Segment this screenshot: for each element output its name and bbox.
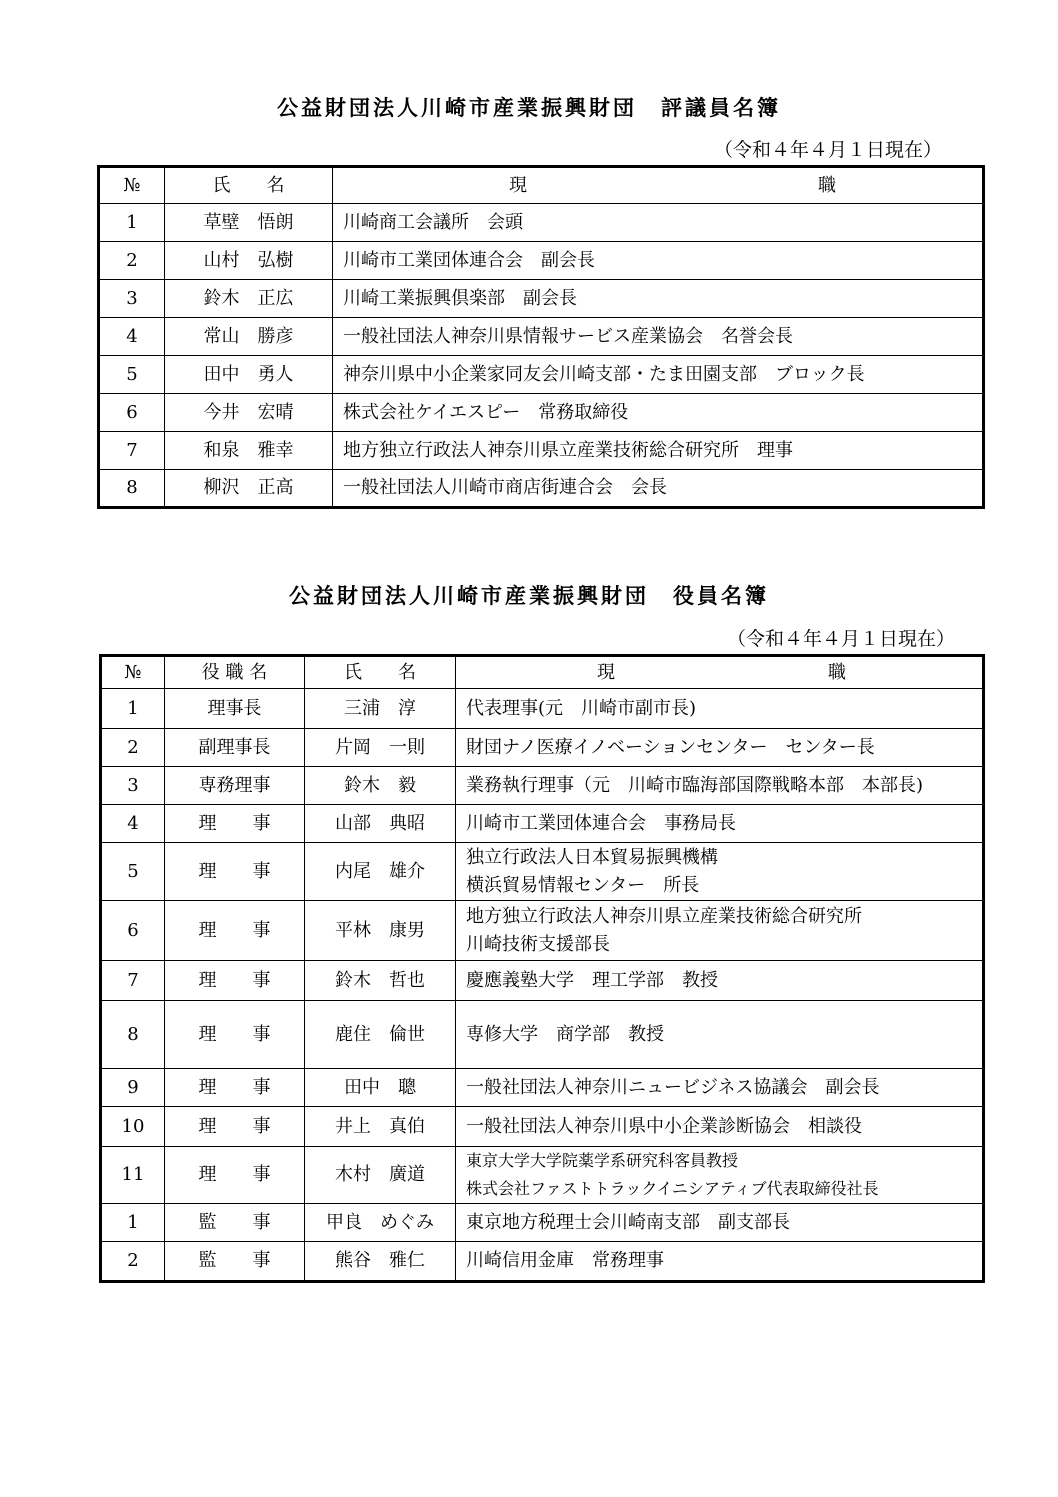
council-row (99, 470, 984, 508)
officer-name: 内尾 雄介 (305, 843, 456, 901)
header-name: 氏 名 (305, 656, 456, 689)
row-no: 2 (101, 729, 165, 767)
officer-position (456, 1204, 984, 1242)
officer-row (101, 1147, 984, 1204)
row-no: 9 (101, 1069, 165, 1107)
officer-role: 理 事 (165, 1107, 305, 1147)
officer-name: 甲良 めぐみ (305, 1204, 456, 1242)
officer-name: 田中 聰 (305, 1069, 456, 1107)
officer-role: 監 事 (165, 1204, 305, 1242)
officer-role: 理 事 (165, 1069, 305, 1107)
council-row (99, 394, 984, 432)
officer-role: 理 事 (165, 1001, 305, 1069)
member-name: 常山 勝彦 (165, 318, 333, 356)
officer-role: 監 事 (165, 1242, 305, 1282)
row-no: 4 (99, 318, 165, 356)
officer-position (456, 1242, 984, 1282)
officer-position-line: 慶應義塾大学 理工学部 教授 (466, 969, 718, 991)
officer-position-line: 一般社団法人神奈川ニュービジネス協議会 副会長 (466, 1076, 880, 1098)
header-position: 現 職 (456, 656, 984, 689)
officer-role: 理 事 (165, 843, 305, 901)
officer-position-line: 地方独立行政法人神奈川県立産業技術総合研究所 (466, 905, 862, 927)
header-name: 氏 名 (165, 167, 333, 204)
officer-position-line: 専修大学 商学部 教授 (466, 1023, 664, 1045)
officer-row (101, 689, 984, 729)
header-no: № (101, 656, 165, 689)
council-row (99, 318, 984, 356)
officer-row (101, 729, 984, 767)
officer-position-line: 川崎技術支援部長 (466, 933, 610, 955)
row-no: 7 (99, 432, 165, 470)
header-role: 役 職 名 (165, 656, 305, 689)
officer-row (101, 1242, 984, 1282)
row-no: 8 (99, 470, 165, 508)
council-row (99, 432, 984, 470)
officer-position (456, 843, 984, 901)
member-name: 柳沢 正高 (165, 470, 333, 508)
council-row (99, 242, 984, 280)
officer-name: 鈴木 哲也 (305, 961, 456, 1001)
member-name: 今井 宏晴 (165, 394, 333, 432)
member-name: 山村 弘樹 (165, 242, 333, 280)
officer-position-line: 東京地方税理士会川崎南支部 副支部長 (466, 1211, 790, 1233)
row-no: 6 (101, 901, 165, 961)
row-no: 2 (101, 1242, 165, 1282)
officer-position-line: 一般社団法人神奈川県中小企業診断協会 相談役 (466, 1115, 862, 1137)
council-title: 公益財団法人川崎市産業振興財団 評議員名簿 (277, 96, 781, 120)
officer-role: 専務理事 (165, 767, 305, 805)
officer-position (456, 1147, 984, 1204)
officer-row (101, 1069, 984, 1107)
row-no: 8 (101, 1001, 165, 1069)
row-no: 5 (99, 356, 165, 394)
officer-position (456, 729, 984, 767)
member-name: 鈴木 正広 (165, 280, 333, 318)
officer-name: 平林 康男 (305, 901, 456, 961)
row-no: 7 (101, 961, 165, 1001)
officer-row (101, 805, 984, 843)
council-row (99, 204, 984, 242)
member-position: 株式会社ケイエスピー 常務取締役 (333, 394, 984, 432)
row-no: 10 (101, 1107, 165, 1147)
header-position: 現 職 (333, 167, 984, 204)
officers-header-row (101, 656, 984, 689)
officer-name: 片岡 一則 (305, 729, 456, 767)
member-name: 和泉 雅幸 (165, 432, 333, 470)
officer-row (101, 767, 984, 805)
officer-position (456, 961, 984, 1001)
council-row (99, 280, 984, 318)
officer-role: 理 事 (165, 901, 305, 961)
officer-row (101, 1204, 984, 1242)
member-position: 一般社団法人神奈川県情報サービス産業協会 名誉会長 (333, 318, 984, 356)
officer-position-line: 東京大学大学院薬学系研究科客員教授 (466, 1151, 739, 1170)
council-as-of-date: （令和４年４月１日現在） (714, 139, 943, 161)
officer-position-line: 川崎信用金庫 常務理事 (466, 1250, 664, 1271)
officer-name: 井上 真伯 (305, 1107, 456, 1147)
officer-position (456, 1001, 984, 1069)
officer-name: 山部 典昭 (305, 805, 456, 843)
row-no: 11 (101, 1147, 165, 1204)
officer-position-line: 川崎市工業団体連合会 事務局長 (466, 812, 736, 834)
officer-role: 副理事長 (165, 729, 305, 767)
row-no: 1 (101, 1204, 165, 1242)
officer-position-line: 代表理事(元 川崎市副市長) (466, 697, 697, 719)
officer-position-line: 財団ナノ医療イノベーションセンター センター長 (466, 736, 875, 758)
officer-position-line: 独立行政法人日本貿易振興機構 (466, 846, 718, 868)
council-row (99, 356, 984, 394)
officer-name: 熊谷 雅仁 (305, 1242, 456, 1282)
row-no: 4 (101, 805, 165, 843)
officer-name: 木村 廣道 (305, 1147, 456, 1204)
header-no: № (99, 167, 165, 204)
officers-as-of-date: （令和４年４月１日現在） (727, 628, 956, 650)
row-no: 2 (99, 242, 165, 280)
officer-role: 理 事 (165, 961, 305, 1001)
council-table (97, 165, 985, 509)
officer-role: 理事長 (165, 689, 305, 729)
row-no: 1 (101, 689, 165, 729)
row-no: 6 (99, 394, 165, 432)
member-name: 草壁 悟朗 (165, 204, 333, 242)
member-position: 川崎市工業団体連合会 副会長 (333, 242, 984, 280)
officer-position (456, 901, 984, 961)
member-position: 川崎商工会議所 会頭 (333, 204, 984, 242)
officer-row (101, 843, 984, 901)
officer-row (101, 901, 984, 961)
row-no: 3 (101, 767, 165, 805)
officers-title: 公益財団法人川崎市産業振興財団 役員名簿 (289, 584, 769, 608)
officer-role: 理 事 (165, 1147, 305, 1204)
officer-position-line: 株式会社ファストトラックイニシアティブ代表取締役社長 (466, 1179, 879, 1198)
member-position: 一般社団法人川崎市商店街連合会 会長 (333, 470, 984, 508)
officer-row (101, 961, 984, 1001)
officer-position (456, 1107, 984, 1147)
officer-position (456, 689, 984, 729)
officer-position-line: 横浜貿易情報センター 所長 (466, 874, 700, 896)
row-no: 3 (99, 280, 165, 318)
officer-row (101, 1107, 984, 1147)
officer-position (456, 805, 984, 843)
member-position: 川崎工業振興倶楽部 副会長 (333, 280, 984, 318)
member-position: 地方独立行政法人神奈川県立産業技術総合研究所 理事 (333, 432, 984, 470)
officer-position (456, 767, 984, 805)
row-no: 5 (101, 843, 165, 901)
officer-position-line: 業務執行理事（元 川崎市臨海部国際戦略本部 本部長) (466, 774, 924, 796)
row-no: 1 (99, 204, 165, 242)
officer-position (456, 1069, 984, 1107)
member-name: 田中 勇人 (165, 356, 333, 394)
officer-name: 三浦 淳 (305, 689, 456, 729)
officer-role: 理 事 (165, 805, 305, 843)
member-position: 神奈川県中小企業家同友会川崎支部・たま田園支部 ブロック長 (333, 356, 984, 394)
officer-name: 鹿住 倫世 (305, 1001, 456, 1069)
officer-name: 鈴木 毅 (305, 767, 456, 805)
council-header-row (99, 167, 984, 204)
officer-row (101, 1001, 984, 1069)
officers-table (99, 654, 985, 1283)
